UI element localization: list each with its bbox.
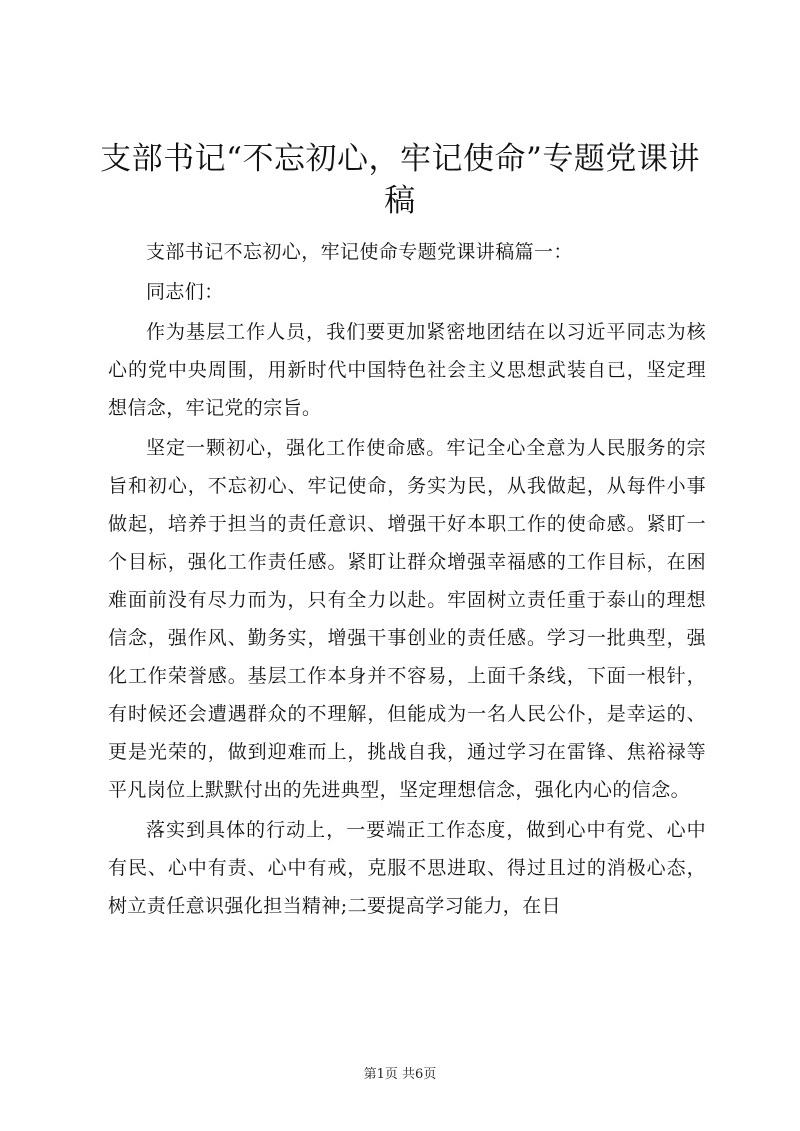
- page-number-footer: 第1页 共6页: [363, 1067, 437, 1082]
- document-body: [108, 233, 706, 927]
- paragraph-salutation: 同志们：: [146, 281, 224, 303]
- paragraph-intro: 作为基层工作人员，我们要更加紧密地团结在以习近平同志为核心的党中央周围，用新时代中国特色社会主义思想武装自已，坚定理想信念，牢记党的宗旨。: [108, 321, 706, 419]
- paragraph-heading-part-one: 支部书记不忘初心，牢记使命专题党课讲稿篇一：: [146, 241, 573, 263]
- paragraph-action: 落实到具体的行动上，一要端正工作态度，做到心中有党、心中有民、心中有责、心中有戒，克服不思进取、得过且过的消极心态，树立责任意识强化担当精神;二要提高学习能力，在日: [108, 819, 706, 917]
- document-title: 支部书记“不忘初心，牢记使命”专题党课讲稿: [100, 141, 700, 219]
- paragraph-main: 坚定一颗初心，强化工作使命感。牢记全心全意为人民服务的宗旨和初心，不忘初心、牢记使命，务实为民，从我做起，从每件小事做起，培养于担当的责任意识、增强干好本职工作的使命感。紧盯一个目标，强化工作责任感。紧盯让群众增强幸福感的工作目标，在困难面前没有尽力而为，只有全力以赴。牢固树立责任重于泰山的理想信念，强作风、勤务实，增强干事创业的责任感。学习一批典型，强化工作荣誉感。基层工作本身并不容易，上面千条线，下面一根针，有时候还会遭遇群众的不理解，但能成为一名人民公仆，是幸运的、更是光荣的，做到迎难而上，挑战自我，通过学习在雷锋、焦裕禄等平凡岗位上默默付出的先进典型，坚定理想信念，强化内心的信念。: [108, 437, 706, 801]
